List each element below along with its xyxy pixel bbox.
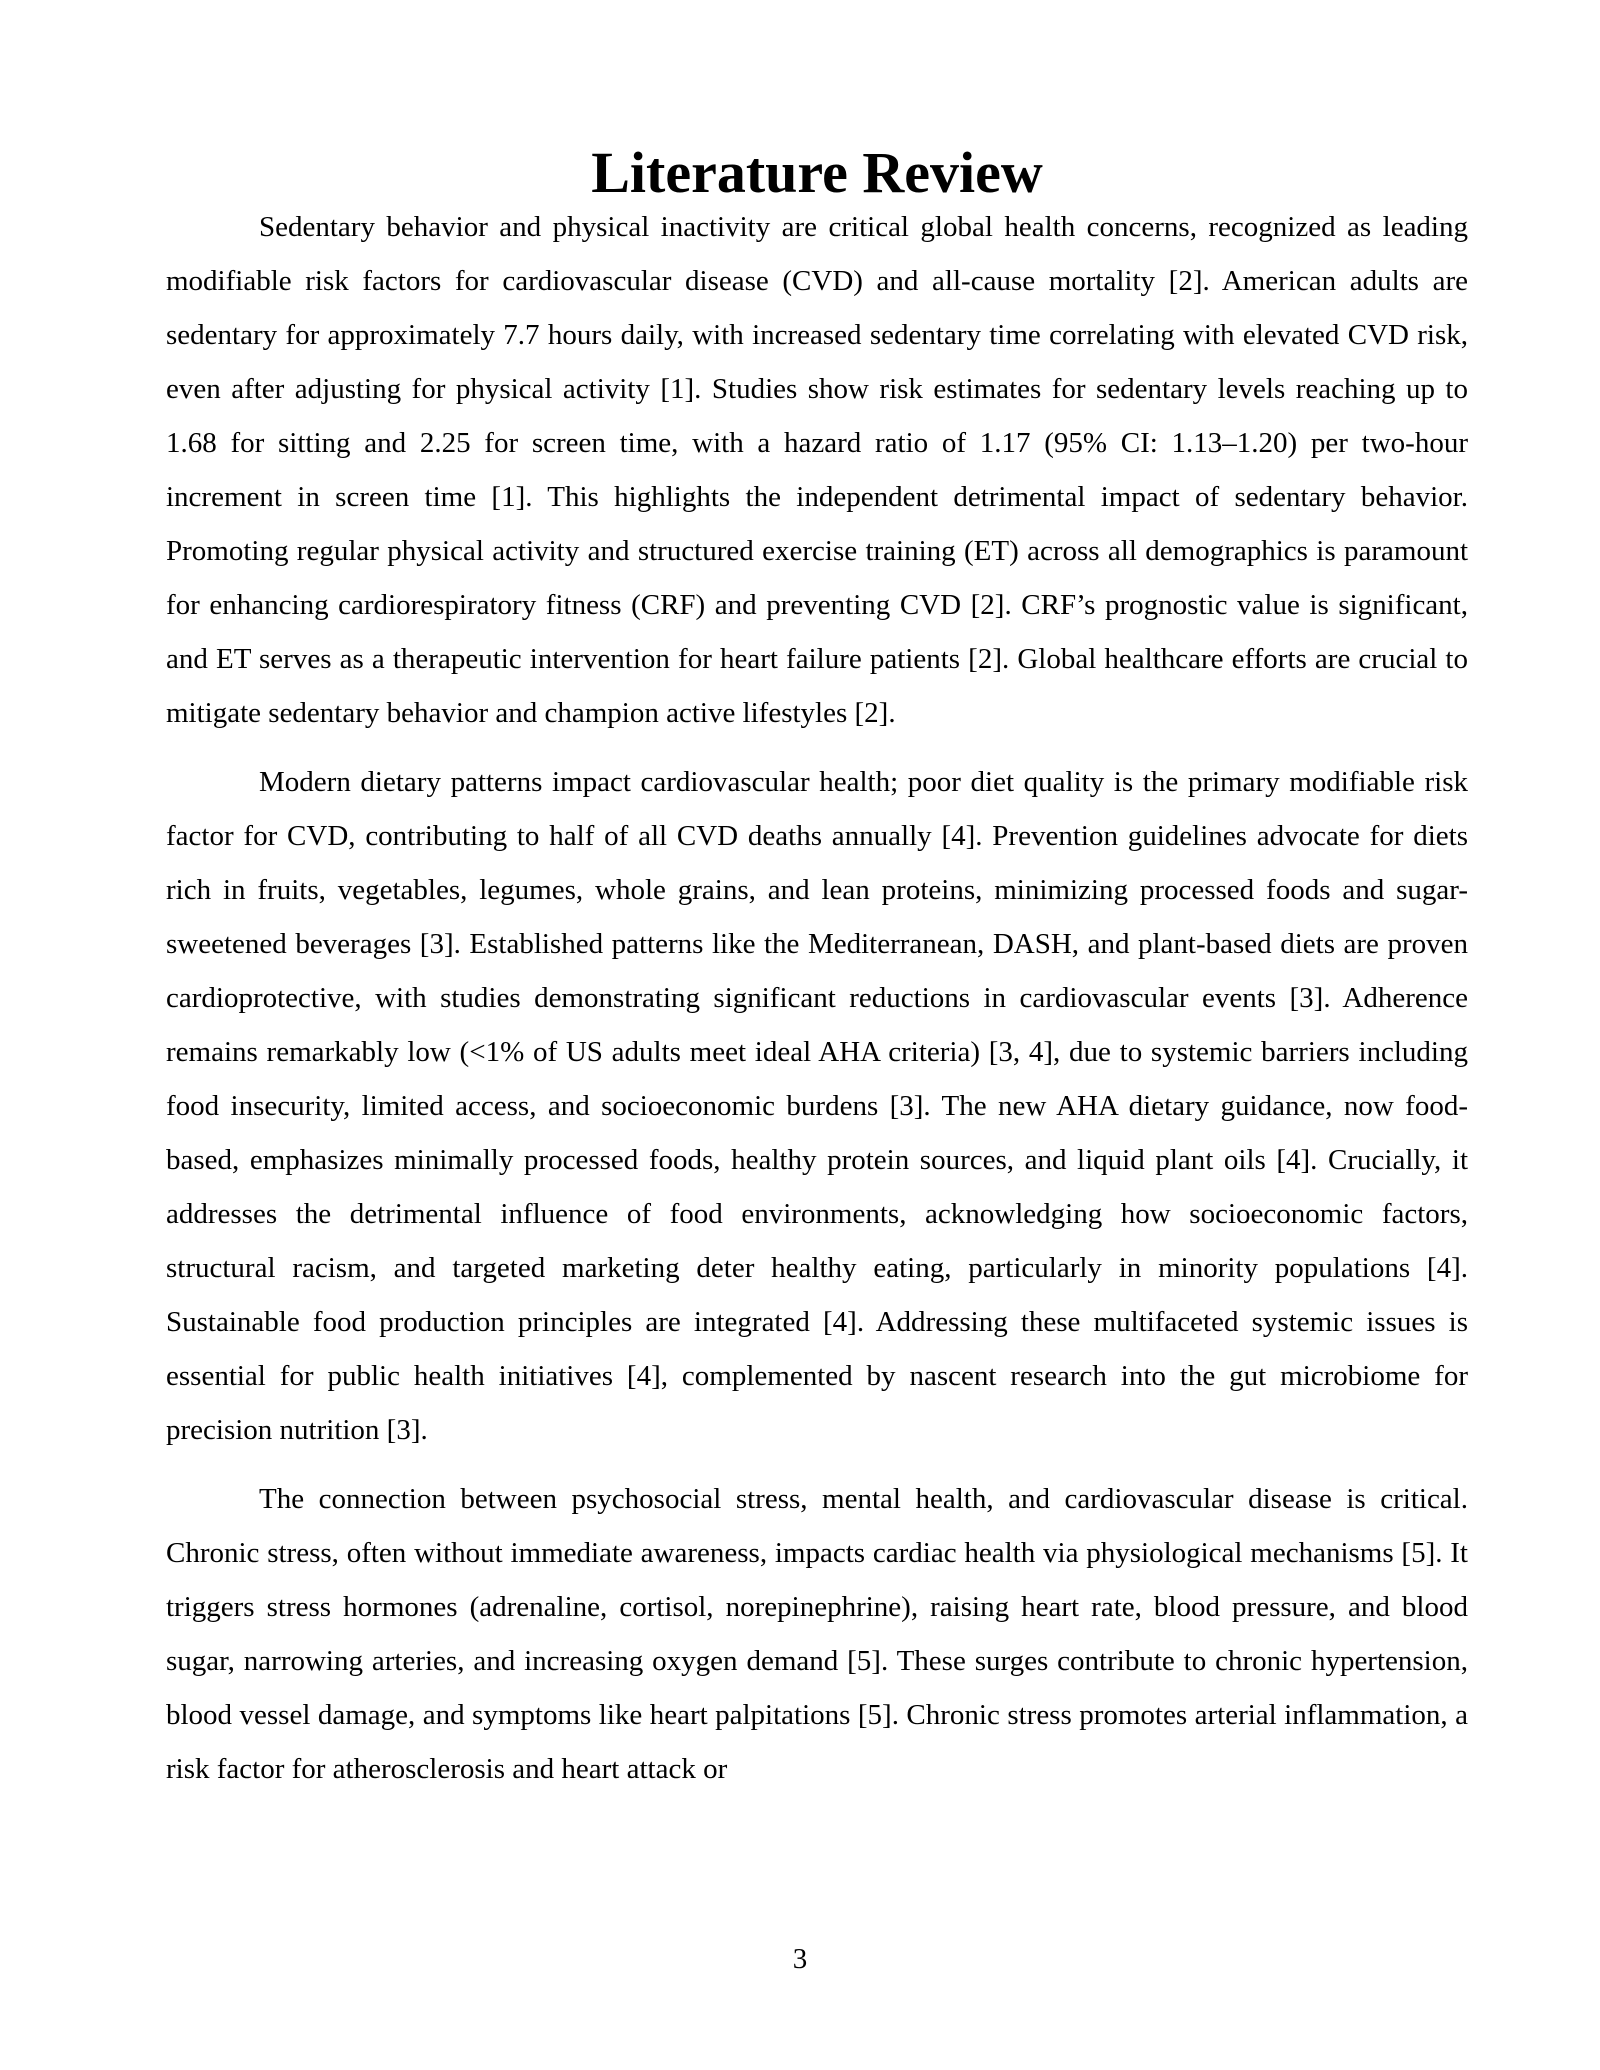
paragraph-sedentary-behavior: Sedentary behavior and physical inactivity are critical global health concerns, recognized as leading modifiable risk factors for cardiovascular disease (CVD) and all-cause mortality [2]. American adults are sedentary for approximately 7.7 hours daily, with increased sedentary time correlating with elevated CVD risk, even after adjusting for physical activity [1]. Studies show risk estimates for sedentary levels reaching up to 1.68 for sitting and 2.25 for screen time, with a hazard ratio of 1.17 (95% CI: 1.13–1.20) per two-hour increment in screen time [1]. This highlights the independent detrimental impact of sedentary behavior. Promoting regular physical activity and structured exercise training (ET) across all demographics is paramount for enhancing cardiorespiratory fitness (CRF) and preventing CVD [2]. CRF’s prognostic value is significant, and ET serves as a therapeutic intervention for heart failure patients [2]. Global healthcare efforts are crucial to mitigate sedentary behavior and champion active lifestyles [2]. — [166, 211, 1468, 729]
page-content — [166, 140, 1468, 1796]
paragraph-dietary-patterns: Modern dietary patterns impact cardiovascular health; poor diet quality is the primary modifiable risk factor for CVD, contributing to half of all CVD deaths annually [4]. Prevention guidelines advocate for diets rich in fruits, vegetables, legumes, whole grains, and lean proteins, minimizing processed foods and sugar-sweetened beverages [3]. Established patterns like the Mediterranean, DASH, and plant-based diets are proven cardioprotective, with studies demonstrating significant reductions in cardiovascular events [3]. Adherence remains remarkably low (<1% of US adults meet ideal AHA criteria) [3, 4], due to systemic barriers including food insecurity, limited access, and socioeconomic burdens [3]. The new AHA dietary guidance, now food-based, emphasizes minimally processed foods, healthy protein sources, and liquid plant oils [4]. Crucially, it addresses the detrimental influence of food environments, acknowledging how socioeconomic factors, structural racism, and targeted marketing deter healthy eating, particularly in minority populations [4]. Sustainable food production principles are integrated [4]. Addressing these multifaceted systemic issues is essential for public health initiatives [4], complemented by nascent research into the gut microbiome for precision nutrition [3]. — [166, 766, 1468, 1446]
page-number: 3 — [792, 1943, 808, 1975]
paragraph-psychosocial-stress: The connection between psychosocial stress, mental health, and cardiovascular disease is critical. Chronic stress, often without immediate awareness, impacts cardiac health via physiological mechanisms [5]. It triggers stress hormones (adrenaline, cortisol, norepinephrine), raising heart rate, blood pressure, and blood sugar, narrowing arteries, and increasing oxygen demand [5]. These surges contribute to chronic hypertension, blood vessel damage, and symptoms like heart palpitations [5]. Chronic stress promotes arterial inflammation, a risk factor for atherosclerosis and heart attack or — [166, 1483, 1468, 1785]
section-heading: Literature Review — [591, 140, 1043, 205]
